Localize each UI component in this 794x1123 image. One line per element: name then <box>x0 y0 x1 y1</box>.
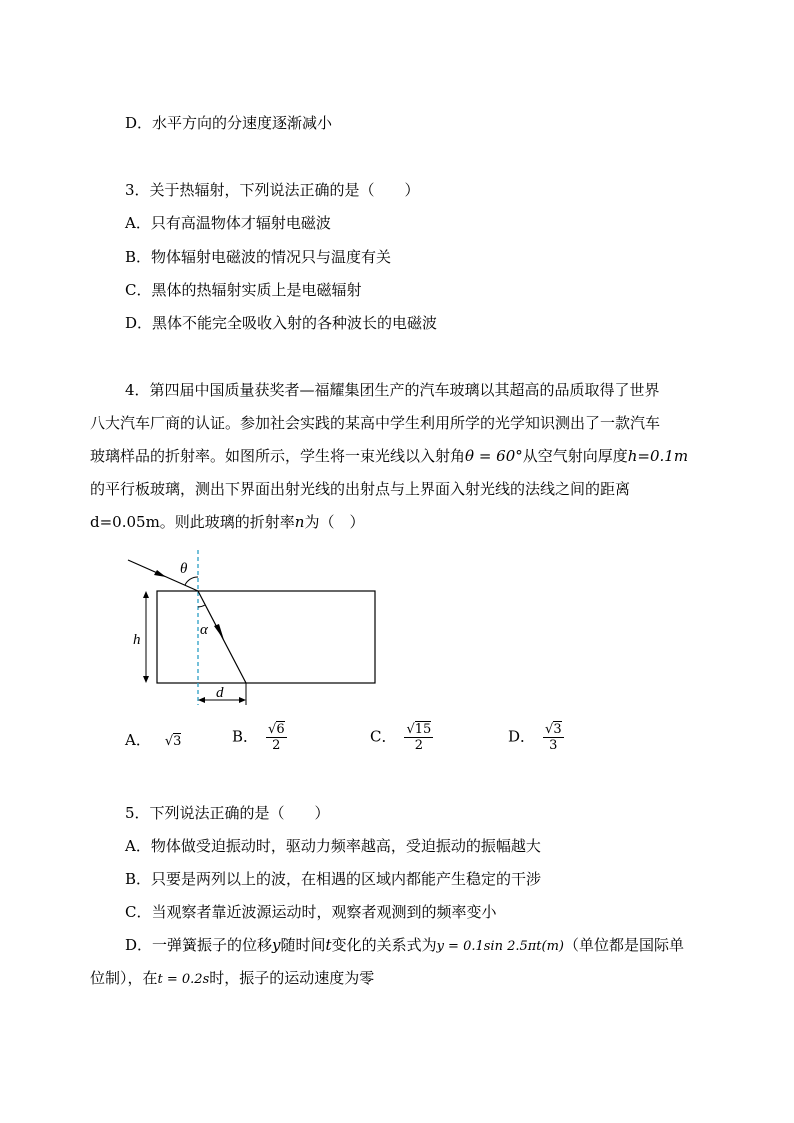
q4-option-a: A． √3 <box>125 731 182 749</box>
q4-line3a: 玻璃样品的折射率。如图所示，学生将一束光线以入射角 <box>90 447 466 465</box>
q4-line5b: 为（ ） <box>304 513 365 531</box>
q3-option-b: B．物体辐射电磁波的情况只与温度有关 <box>125 248 392 266</box>
q4-line3b: 从空气射向厚度 <box>522 447 628 465</box>
q4-option-c: C． $\frac{√15}{2}$ <box>370 722 432 753</box>
q5-option-c: C．当观察者靠近波源运动时，观察者观测到的频率变小 <box>125 903 497 921</box>
theta-arc <box>185 577 198 585</box>
q4-option-d: D． $\frac{√3}{3}$ <box>508 722 562 753</box>
q5-option-d-line2: 位制），在t = 0.2s时，振子的运动速度为零 <box>90 969 375 987</box>
q4-stem-line1: 4．第四届中国质量获奖者—福耀集团生产的汽车玻璃以其超高的品质取得了世界 <box>125 381 660 399</box>
q3-option-a: A．只有高温物体才辐射电磁波 <box>125 214 331 232</box>
q3-option-d: D．黑体不能完全吸收入射的各种波长的电磁波 <box>125 314 438 332</box>
q5-stem: 5．下列说法正确的是（ ） <box>125 804 330 822</box>
q4-stem-line2: 八大汽车厂商的认证。参加社会实践的某高中学生利用所学的光学知识测出了一款汽车 <box>90 414 661 432</box>
theta-label: θ <box>180 561 188 577</box>
h-label: h <box>133 632 141 648</box>
q4-stem-line4: 的平行板玻璃，测出下界面出射光线的出射点与上界面入射光线的法线之间的距离 <box>90 480 631 498</box>
alpha-label: α <box>200 622 208 638</box>
q3-option-c: C．黑体的热辐射实质上是电磁辐射 <box>125 281 362 299</box>
glass-slab <box>157 591 375 683</box>
q2-option-d: D．水平方向的分速度逐渐减小 <box>125 114 333 132</box>
h-expression: h=0.1m <box>627 447 689 465</box>
q5-option-b: B．只要是两列以上的波，在相遇的区域内都能产生稳定的干涉 <box>125 870 542 888</box>
theta-expression: θ = 60° <box>465 447 523 465</box>
q4-option-b: B． $\frac{√6}{2}$ <box>232 722 285 753</box>
incident-arrow <box>154 570 166 577</box>
q5-option-a: A．物体做受迫振动时，驱动力频率越高，受迫振动的振幅越大 <box>125 837 541 855</box>
refracted-arrow <box>214 624 224 640</box>
n-symbol: n <box>294 513 305 531</box>
q3-stem: 3．关于热辐射，下列说法正确的是（ ） <box>125 181 420 199</box>
alpha-arc <box>198 605 205 607</box>
q5-option-d-line1: D．一弹簧振子的位移y随时间t变化的关系式为y = 0.1sin 2.5πt(m)（单位都是国际单 <box>125 936 685 954</box>
d-label: d <box>216 685 224 701</box>
q4-line5a: d=0.05m。则此玻璃的折射率 <box>90 513 295 531</box>
